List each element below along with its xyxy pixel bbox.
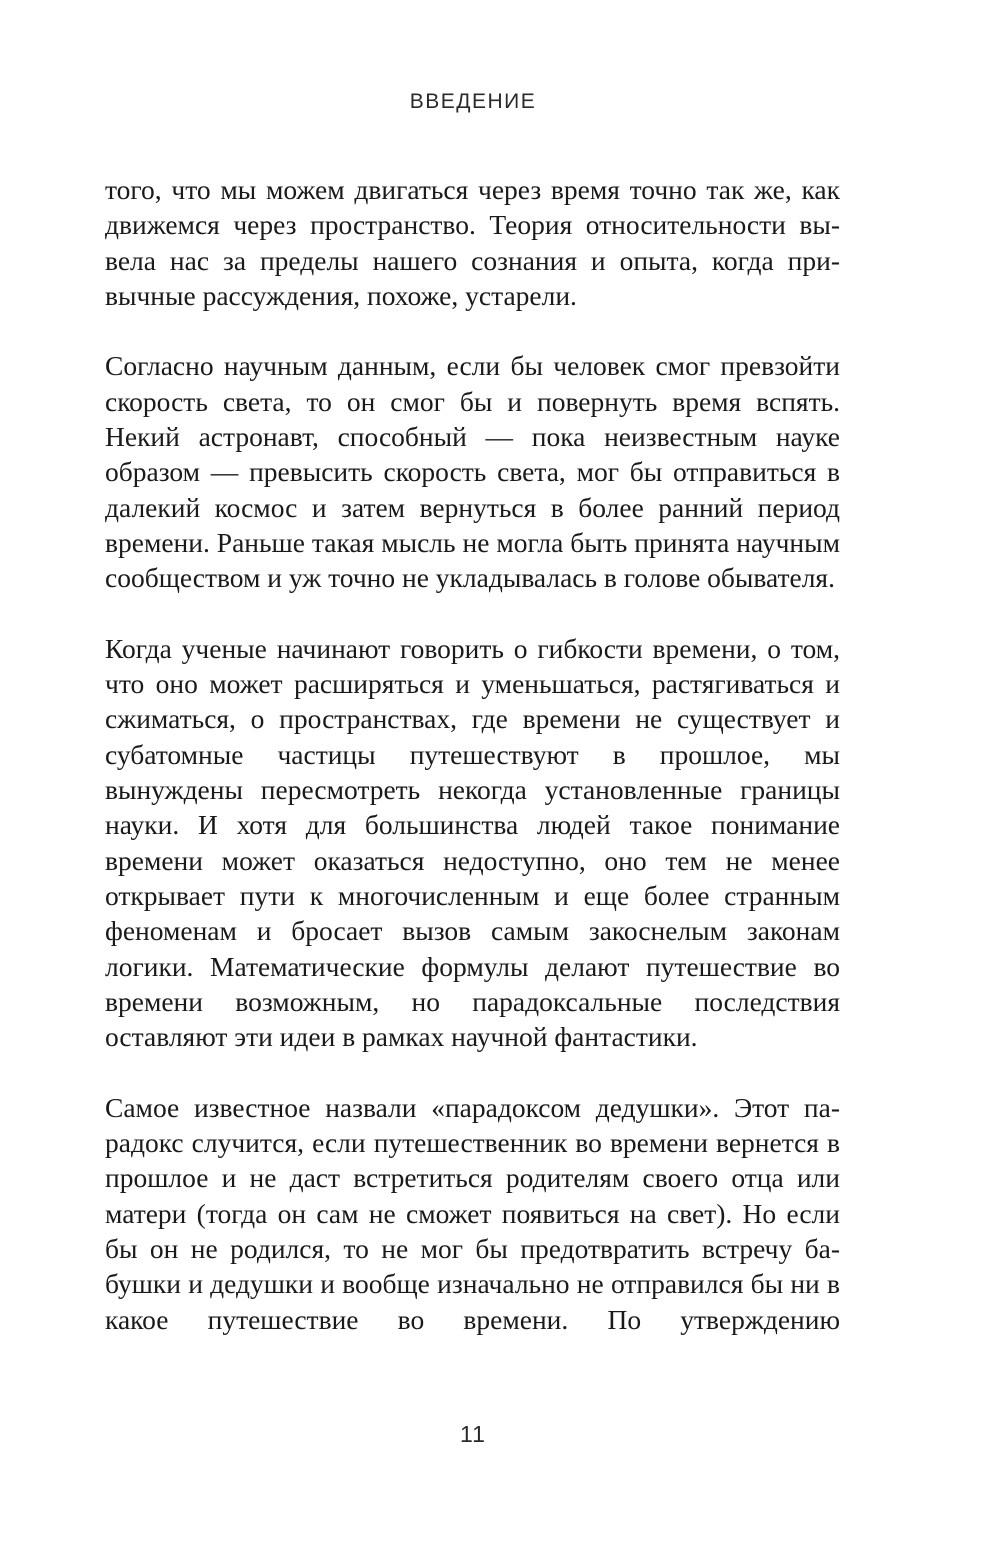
running-header: ВВЕДЕНИЕ bbox=[409, 90, 537, 113]
page-number: 11 bbox=[460, 1421, 486, 1447]
paragraph-1: того, что мы можем двигаться через время точно так же, как движемся через пространство. Теория относительности вывела нас за пределы нашего сознания и опыта, когда привычные рассуждения, похоже, устарели. bbox=[105, 174, 840, 311]
paragraph-3: Когда ученые начинают говорить о гибкости времени, о том, что оно может расширяться и уменьшаться, растягиваться и сжиматься, о пространствах, где времени не существует и субатомные частицы путешествуют в прошлое, мы вынуждены пересмотреть некогда установленные границы науки. И хотя для большинства людей такое понимание времени может оказаться недоступно, оно тем не менее открывает пути к многочисленным и еще более странным феноменам и бросает вызов самым закоснелым законам логики. Математические формулы делают путешествие во времени возможным, но парадоксальные последствия оставляют эти идеи в рамках научной фантастики. bbox=[105, 632, 840, 1053]
paragraph-4: Самое известное назвали «парадоксом дедушки». Этот парадокс случится, если путешественник во времени вернется в прошлое и не даст встретиться родителям своего отца или матери (тогда он сам не сможет появиться на свет). Но если бы он не родился, то не мог бы предотвратить встречу бабушки и дедушки и вообще изначально не отправился бы ни в какое путешествие во времени. По утверждению bbox=[105, 1091, 840, 1335]
paragraph-2: Согласно научным данным, если бы человек смог превзойти скорость света, то он смог бы и повернуть время вспять. Некий астронавт, способный — пока неизвестным науке образом — превысить скорость света, мог бы отправиться в далекий космос и затем вернуться в более ранний период времени. Раньше такая мысль не могла быть принята научным сообществом и уж точно не укладывалась в голове обывателя. bbox=[105, 350, 840, 594]
body-text bbox=[105, 172, 840, 1337]
